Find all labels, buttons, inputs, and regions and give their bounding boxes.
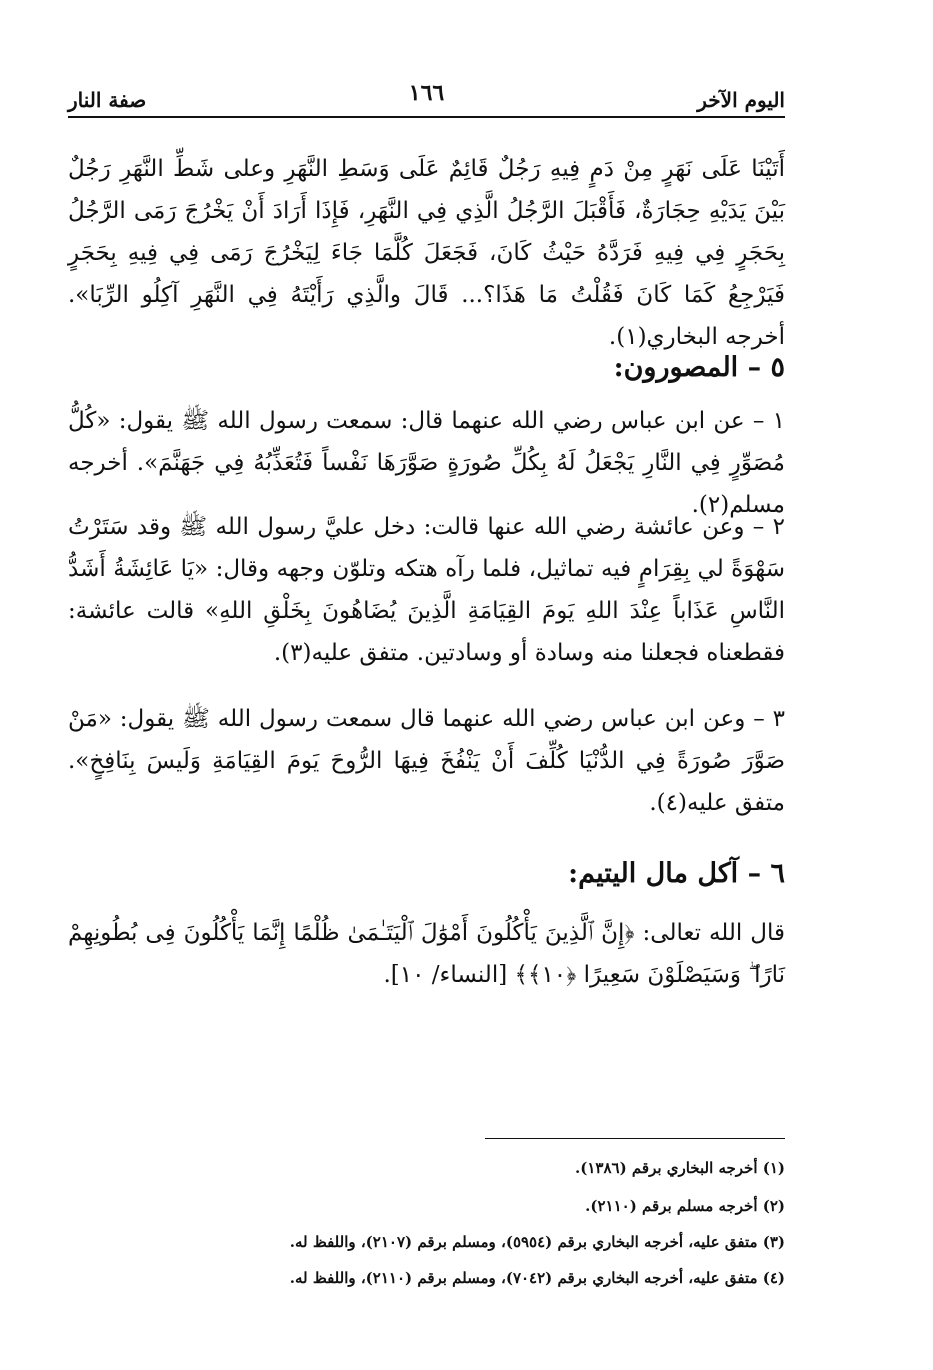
- paragraph-hadith-riba: أَتَيْنَا عَلَى نَهَرٍ مِنْ دَمٍ فِيهِ رَجُلٌ قَائِمٌ عَلَى وَسَطِ النَّهَرِ وعلى شَطِّ النَّهَرِ رَجُلٌ بَيْنَ يَدَيْهِ حِجَارَةٌ، فَأَقْبَلَ الرَّجُلُ الَّذِي فِي النَّهَرِ، فَإِذَا أَرَادَ أَنْ يَخْرُجَ رَمَى الرَّجُلُ بِحَجَرٍ فِي فِيهِ فَرَدَّهُ حَيْثُ كَانَ، فَجَعَلَ كُلَّمَا جَاءَ لِيَخْرُجَ رَمَى فِي فِيهِ بِحَجَرٍ فَيَرْجِعُ كَمَا كَانَ فَقُلْتُ مَا هَذَا؟... قَالَ والَّذِي رَأَيْتَهُ فِي النَّهَرِ آكِلُو الرِّبَا». أخرجه البخاري(١).: [68, 156, 785, 350]
- header-chapter-title: صفة النار: [68, 88, 147, 112]
- hadith-item-3: ٣ – وعن ابن عباس رضي الله عنهما قال سمعت رسول الله ﷺ يقول: «مَنْ صَوَّرَ صُورَةً فِي الدُّنْيَا كُلِّفَ أَنْ يَنْفُخَ فِيهَا الرُّوحَ يَومَ القِيَامَةِ وَلَيسَ بِنَافِخٍ». متفق عليه(٤).: [68, 706, 785, 816]
- section-heading-orphan-wealth: ٦ – آكل مال اليتيم:: [568, 858, 785, 889]
- hadith-item-2: ٢ – وعن عائشة رضي الله عنها قالت: دخل عليَّ رسول الله ﷺ وقد سَتَرْتُ سَهْوَةً لي بِقِرَامٍ فيه تماثيل، فلما رآه هتكه وتلوّن وجهه وقال: «يَا عَائِشَةُ أَشَدُّ النَّاسِ عَذَاباً عِنْدَ اللهِ يَومَ القِيَامَةِ الَّذِينَ يُضَاهُونَ بِخَلْقِ اللهِ» قالت عائشة: فقطعناه فجعلنا منه وسادة أو وسادتين. متفق عليه(٣).: [68, 514, 785, 666]
- footnote-4: (٤) متفق عليه، أخرجه البخاري برقم (٧٠٤٢)، ومسلم برقم (٢١١٠)، واللفظ له.: [289, 1269, 785, 1287]
- footnote-1: (١) أخرجه البخاري برقم (١٣٨٦).: [575, 1159, 785, 1177]
- hadith-item-1: ١ – عن ابن عباس رضي الله عنهما قال: سمعت رسول الله ﷺ يقول: «كُلُّ مُصَوِّرٍ فِي النَّارِ يَجْعَلُ لَهُ بِكُلِّ صُورَةٍ صَوَّرَهَا نَفْساً فَتُعَذِّبُهُ فِي جَهَنَّمَ». أخرجه مسلم(٢).: [68, 408, 785, 518]
- footnote-2: (٢) أخرجه مسلم برقم (٢١١٠).: [585, 1197, 785, 1215]
- section-heading-painters: ٥ – المصورون:: [613, 352, 785, 383]
- header-book-title: اليوم الآخر: [697, 88, 785, 112]
- header-rule: [68, 116, 785, 118]
- quran-verse-paragraph: قال الله تعالى: ﴿إِنَّ ٱلَّذِينَ يَأْكُلُونَ أَمْوَٰلَ ٱلْيَتَـٰمَىٰ ظُلْمًا إِنَّمَا يَأْكُلُونَ فِى بُطُونِهِمْ نَارًا ۖ وَسَيَصْلَوْنَ سَعِيرًا ﴿١٠﴾﴾ [النساء/ ١٠].: [68, 920, 785, 988]
- footnote-rule: [485, 1138, 785, 1139]
- page-number: ١٦٦: [408, 80, 445, 106]
- running-header: [68, 78, 785, 112]
- footnote-3: (٣) متفق عليه، أخرجه البخاري برقم (٥٩٥٤)، ومسلم برقم (٢١٠٧)، واللفظ له.: [289, 1233, 785, 1251]
